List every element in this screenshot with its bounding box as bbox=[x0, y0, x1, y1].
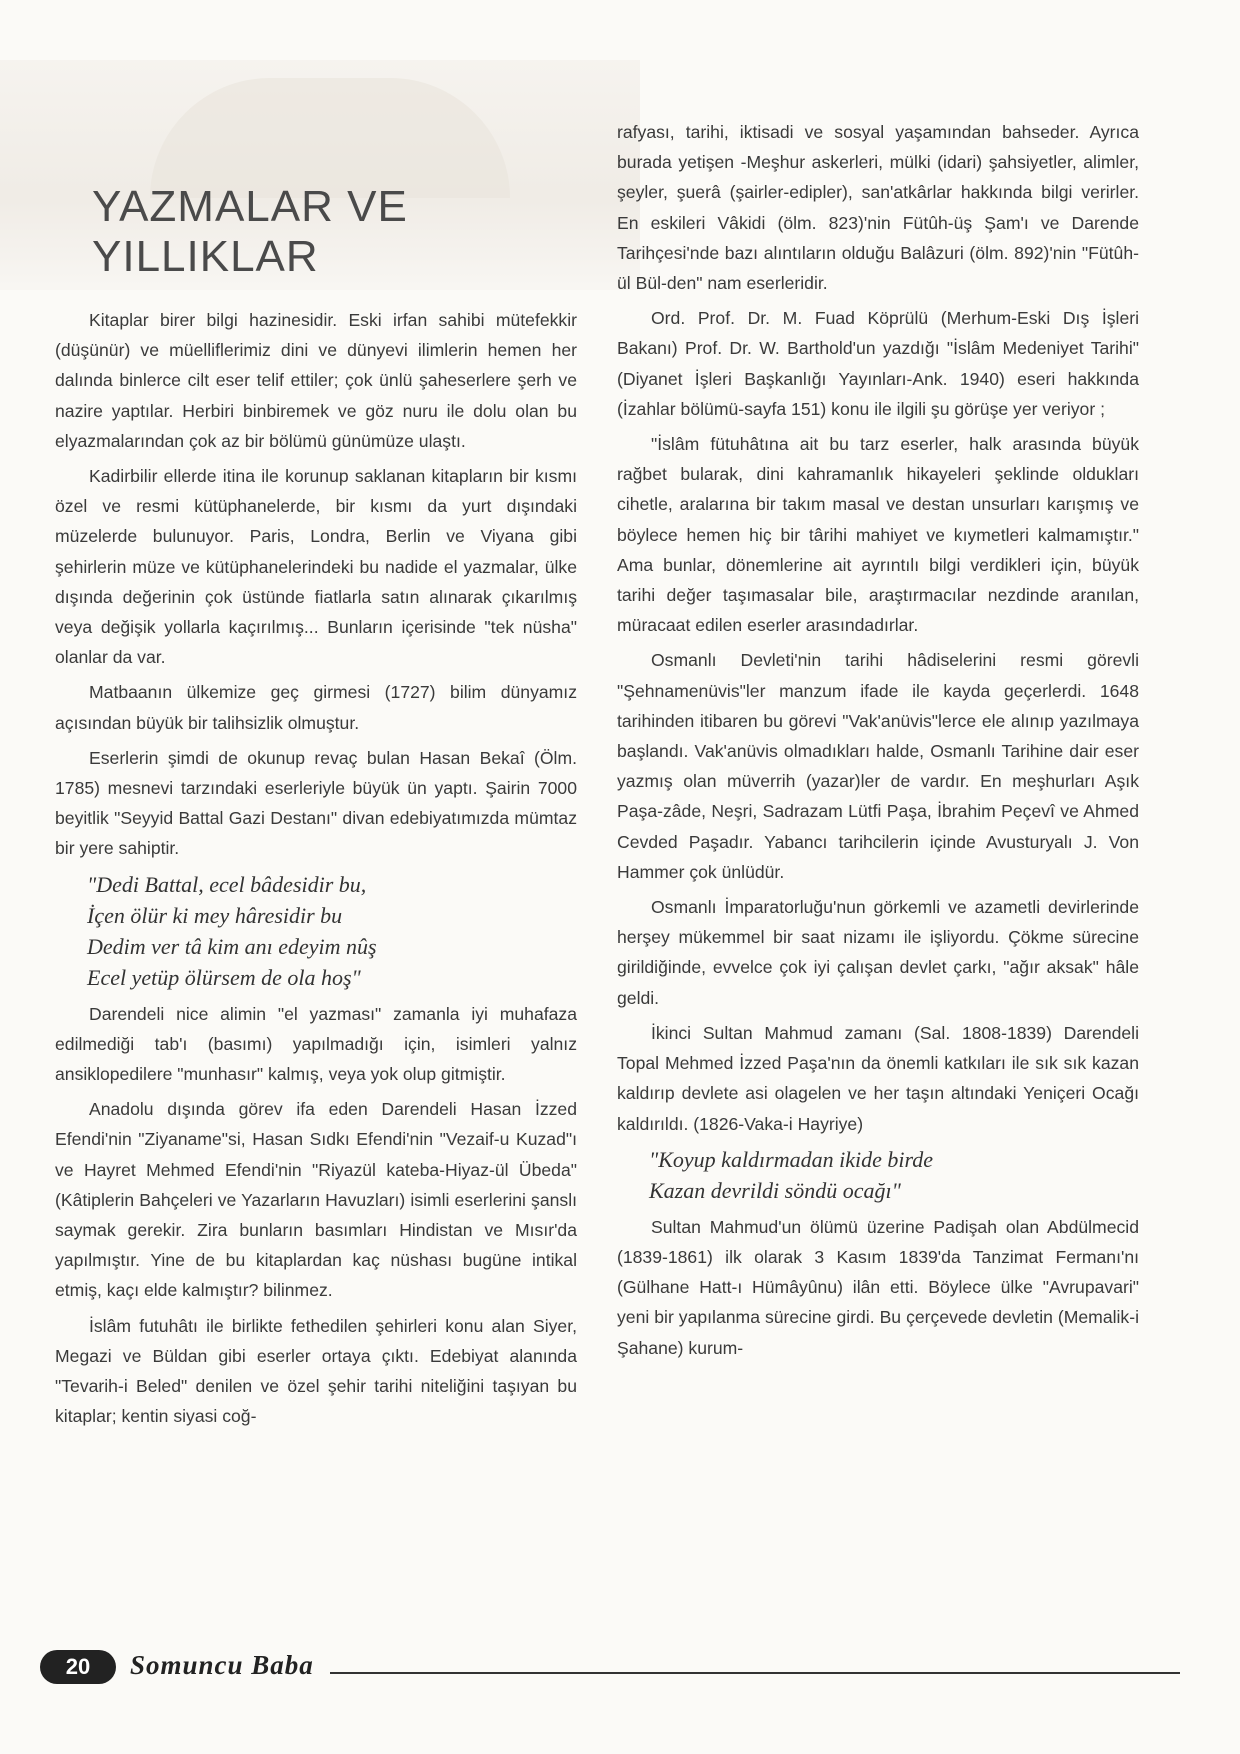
paragraph: İslâm futuhâtı ile birlikte fethedilen şehirleri konu alan Siyer, Megazi ve Büldan gibi eserler ortaya çıktı. Edebiyat alanında "Tevarih-i Beled" denilen ve özel şehir tarihi niteliğini taşıyan bu kitaplar; kentin siyasi coğ- bbox=[55, 1315, 577, 1427]
paragraph: Osmanlı Devleti'nin tarihi hâdiselerini resmi görevli "Şehnamenüvis"ler manzum ifade ile kayda geçerlerdi. 1648 tarihinden itibaren bu görevi "Vak'anüvis"lerce ele alınıp yazılmaya başlandı. Vak'anüvis olmadıkları halde, Osmanlı Tarihine dair eser yazmış olan müverrih (yazar)ler de vardır. En meşhurları Aşık Paşa-zâde, Neşri, Sadrazam Lütfi Paşa, İbrahim Peçevî ve Ahmed Cevded Paşadır. Yabancı tarihcilerin içinde Avusturyalı J. Von Hammer çok ünlüdür. bbox=[617, 650, 1139, 882]
verse-line: Dedim ver tâ kim anı edeyim nûş bbox=[87, 933, 377, 959]
verse-quote bbox=[87, 869, 577, 993]
paragraph: Kadirbilir ellerde itina ile korunup saklanan kitapların bir kısmı özel ve resmi kütüphanelerde, bir kısmı da yurt dışındaki müzelerde bulunuyor. Paris, Londra, Berlin ve Viyana gibi şehirlerin müze ve kütüphanelerindeki bu nadide el yazmalar, ülke dışında değerinin çok üstünde fiatlarla satın alınarak çıkarılmış veya değişik yollarla kaçırılmış... Bunların içerisinde "tek nüsha" olanlar da var. bbox=[55, 466, 577, 668]
paragraph: Osmanlı İmparatorluğu'nun görkemli ve azametli devirlerinde herşey mükemmel bir saat nizamı ile işliyordu. Çökme sürecine girildiğinde, evvelce çok iyi çalışan devlet çarkı, "ağır aksak" hâle geldi. bbox=[617, 897, 1139, 1008]
verse-quote bbox=[649, 1144, 1139, 1206]
left-column bbox=[55, 305, 577, 1437]
paragraph: İkinci Sultan Mahmud zamanı (Sal. 1808-1839) Darendeli Topal Mehmed İzzed Paşa'nın da önemli katkıları ile sık sık kazan kaldırıp devlete asi olagelen ve her taşın altındaki Yeniçeri Ocağı kaldırıldı. (1826-Vaka-i Hayriye) bbox=[617, 1022, 1139, 1134]
article-title: YAZMALAR VE YILLIKLAR bbox=[92, 182, 408, 281]
verse-line: Ecel yetüp ölürsem de ola hoş" bbox=[87, 964, 361, 990]
magazine-brand: Somuncu Baba bbox=[130, 1650, 314, 1680]
paragraph: Kitaplar birer bilgi hazinesidir. Eski irfan sahibi mütefekkir (düşünür) ve müelliflerimiz dini ve dünyevi ilimlerin hemen her dalında binlerce cilt eser telif ettiler; çok ünlü şaheserlere şerh ve nazire yaptılar. Herbiri binbiremek ve göz nuru ile dolu olan bu elyazmalarından çok az bir bölümü günümüze ulaştı. bbox=[55, 310, 577, 451]
footer-divider bbox=[330, 1672, 1180, 1674]
verse-line: Kazan devrildi söndü ocağı" bbox=[649, 1177, 901, 1203]
verse-line: "Dedi Battal, ecel bâdesidir bu, bbox=[87, 871, 367, 897]
paragraph: Ord. Prof. Dr. M. Fuad Köprülü (Merhum-Eski Dış İşleri Bakanı) Prof. Dr. W. Barthold'un yazdığı "İslâm Medeniyet Tarihi" (Diyanet İşleri Başkanlığı Yayınları-Ank. 1940) eseri hakkında (İzahlar bölümü-sayfa 151) konu ile ilgili şu görüşe yer veriyor ; bbox=[617, 308, 1139, 419]
page-footer bbox=[40, 1650, 1160, 1690]
paragraph: Sultan Mahmud'un ölümü üzerine Padişah olan Abdülmecid (1839-1861) ilk olarak 3 Kasım 1839'da Tanzimat Fermanı'nı (Gülhane Hatt-ı Hümâyûnu) ilân etti. Böylece ülke "Avrupavari" yeni bir yapılanma sürecine girdi. Bu çerçevede devletin (Memalik-i Şahane) kurum- bbox=[617, 1216, 1139, 1358]
verse-line: "Koyup kaldırmadan ikide birde bbox=[649, 1146, 933, 1172]
paragraph: rafyası, tarihi, iktisadi ve sosyal yaşamından bahseder. Ayrıca burada yetişen -Meşhur askerleri, mülki (idari) şahsiyetler, alimler, şeyler, şuerâ (şairler-edipler), san'atkârlar hakkında bilgi verirler. En eskileri Vâkidi (ölm. 823)'nin Fütûh-üş Şam'ı ve Darende Tarihçesi'nde bazı alıntıların olduğu Balâzuri (ölm. 892)'nin "Fütûh-ül Bül-den" nam eserleridir. bbox=[617, 122, 1139, 294]
paragraph: Darendeli nice alimin "el yazması" zamanla iyi muhafaza edilmediği tab'ı (basımı) yapılmadığı için, isimleri yalnız ansiklopedilere "munhasır" kalmış, veya yok olup gitmiştir. bbox=[55, 1003, 577, 1085]
paragraph: "İslâm fütuhâtına ait bu tarz eserler, halk arasında büyük rağbet bularak, dini kahramanlık hikayeleri şeklinde oldukları cihetle, aralarına bir takım masal ve destan unsurları karışmış ve böylece hemen hiç bir târihi mahiyet ve kıymetleri kalmamıştır." Ama bunlar, dönemlerine ait ayrıntılı bilgi verdikleri için, büyük tarihi değer taşımasalar bile, araştırmacılar nezdinde aranılan, müracaat edilen eserler arasındadırlar. bbox=[617, 434, 1139, 636]
paragraph: Anadolu dışında görev ifa eden Darendeli Hasan İzzed Efendi'nin "Ziyaname"si, Hasan Sıdkı Efendi'nin "Vezaif-u Kuzad"ı ve Hayret Mehmed Efendi'nin "Riyazül kateba-Hiyaz-ül Übeda" (Kâtiplerin Bahçeleri ve Yazarların Havuzları) isimli eserlerini şanslı saymak gerekir. Zira bunların basımları Hindistan ve Mısır'da yapılmıştır. Yine de bu kitaplardan kaç nüshası bugüne intikal etmiş, kaçı elde kalmıştır? bilinmez. bbox=[55, 1099, 577, 1301]
paragraph: Matbaanın ülkemize geç girmesi (1727) bilim dünyamız açısından büyük bir talihsizlik olmuştur. bbox=[55, 682, 577, 733]
paragraph: Eserlerin şimdi de okunup revaç bulan Hasan Bekaî (Ölm. 1785) mesnevi tarzındaki eserleriyle büyük ün yaptı. Şairin 7000 beyitlik "Seyyid Battal Gazi Destanı" divan edebiyatımızda mümtaz bir yere sahiptir. bbox=[55, 747, 577, 859]
verse-line: İçen ölür ki mey hâresidir bu bbox=[87, 902, 343, 928]
right-column bbox=[617, 117, 1139, 1368]
page-number-badge: 20 bbox=[40, 1650, 116, 1684]
